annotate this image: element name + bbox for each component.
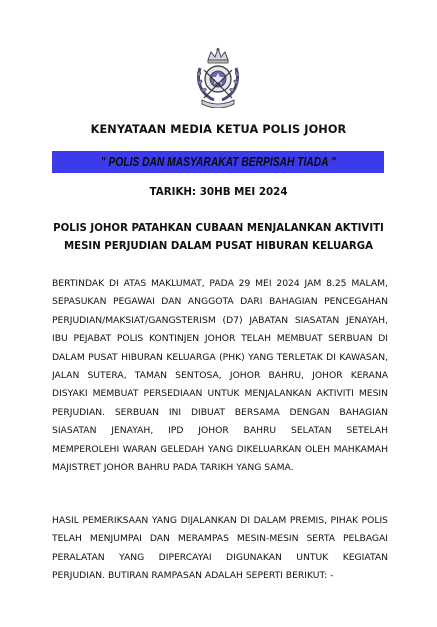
body-line: PERJUDIAN. BUTIRAN RAMPASAN ADALAH SEPERTI BERIKUT: - — [52, 570, 334, 582]
headline-line-1: POLIS JOHOR PATAHKAN CUBAAN MENJALANKAN AKTIVITI — [53, 223, 384, 234]
body-line: DALAM PUSAT HIBURAN KELUARGA (PHK) YANG TERLETAK DI KAWASAN, — [52, 351, 388, 363]
body-line: IBU PEJABAT POLIS KONTINJEN JOHOR TELAH MEMBUAT SERBUAN DI — [52, 333, 388, 345]
release-date: TARIKH: 30HB MEI 2024 — [149, 186, 288, 198]
headline-line-2: MESIN PERJUDIAN DALAM PUSAT HIBURAN KELUARGA — [64, 241, 373, 252]
body-line: DISYAKI MEMBUAT PERSEDIAAN UNTUK MENJALANKAN AKTIVITI MESIN — [52, 388, 388, 400]
body-line: PERJUDIAN. SERBUAN INI DIBUAT BERSAMA DENGAN BAHAGIAN — [52, 406, 388, 418]
slogan-banner — [52, 151, 384, 173]
body-line: BERTINDAK DI ATAS MAKLUMAT, PADA 29 MEI 2024 JAM 8.25 MALAM, — [52, 278, 388, 289]
body-line: PERALATAN YANG DIPERCAYAI DIGUNAKAN UNTUK KEGIATAN — [52, 551, 388, 563]
body-line: SIASATAN JENAYAH, IPD JOHOR BAHRU SELATAN SETELAH — [52, 425, 388, 437]
body-line: PERJUDIAN/MAKSIAT/GANGSTERISM (D7) JABATAN SIASATAN JENAYAH, — [52, 314, 388, 326]
police-crest-icon — [192, 46, 244, 108]
body-line: MAJISTRET JOHOR BAHRU PADA TARIKH YANG SAMA. — [52, 462, 294, 474]
body-line: MEMPEROLEHI WARAN GELEDAH YANG DIKELUARKAN OLEH MAHKAMAH — [52, 443, 388, 455]
body-line: HASIL PEMERIKSAAN YANG DIJALANKAN DI DALAM PREMIS, PIHAK POLIS — [52, 515, 388, 526]
page-title: KENYATAAN MEDIA KETUA POLIS JOHOR — [90, 123, 347, 136]
body-line: TELAH MENJUMPAI DAN MERAMPAS MESIN-MESIN SERTA PELBAGAI — [52, 533, 388, 545]
body-line: SEPASUKAN PEGAWAI DAN ANGGOTA DARI BAHAGIAN PENCEGAHAN — [52, 296, 388, 308]
slogan-text: " POLIS DAN MASYARAKAT BERPISAH TIADA " — [100, 155, 336, 169]
body-line: JALAN SUTERA, TAMAN SENTOSA, JOHOR BAHRU, JOHOR KERANA — [52, 370, 388, 382]
body-paragraph-1 — [52, 275, 388, 477]
headline — [0, 220, 437, 256]
body-paragraph-2 — [52, 512, 388, 586]
